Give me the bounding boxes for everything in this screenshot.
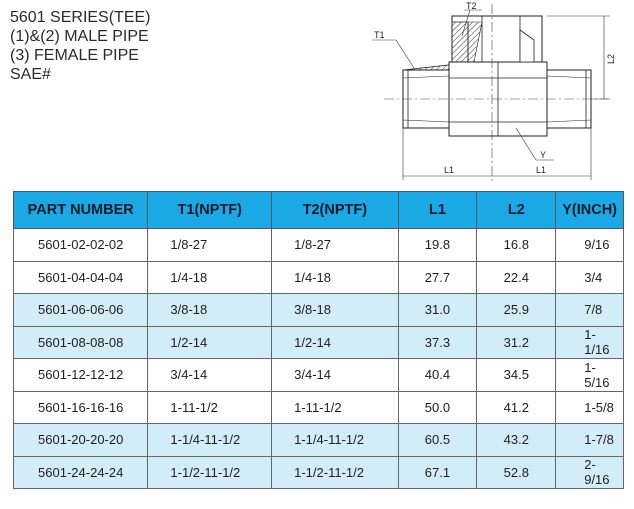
cell-part-number: 5601-16-16-16 bbox=[14, 391, 148, 424]
cell-y: 1-5/16 bbox=[556, 359, 624, 392]
cell-l1: 31.0 bbox=[398, 294, 477, 327]
table-row bbox=[14, 359, 624, 392]
label-l1-left: L1 bbox=[444, 165, 455, 175]
cell-t1: 3/8-18 bbox=[148, 294, 272, 327]
sae-note: SAE# bbox=[10, 66, 51, 83]
header-l2: L2 bbox=[477, 192, 556, 229]
table-row bbox=[14, 424, 624, 457]
cell-l1: 40.4 bbox=[398, 359, 477, 392]
cell-t1: 1-1/4-11-1/2 bbox=[148, 424, 272, 457]
cell-l1: 50.0 bbox=[398, 391, 477, 424]
label-l1-right: L1 bbox=[536, 165, 547, 175]
table-row bbox=[14, 229, 624, 262]
cell-t1: 1/8-27 bbox=[148, 229, 272, 262]
left-pipe-end bbox=[403, 65, 449, 128]
table-row bbox=[14, 294, 624, 327]
cell-t2: 3/8-18 bbox=[272, 294, 398, 327]
cell-t2: 1-1/4-11-1/2 bbox=[272, 424, 398, 457]
header-t2: T2(NPTF) bbox=[272, 192, 398, 229]
cell-y: 9/16 bbox=[556, 229, 624, 262]
series-title-block bbox=[10, 8, 151, 84]
cell-l2: 34.5 bbox=[477, 359, 556, 392]
cell-l1: 60.5 bbox=[398, 424, 477, 457]
cell-y: 3/4 bbox=[556, 261, 624, 294]
cell-part-number: 5601-20-20-20 bbox=[14, 424, 148, 457]
cell-l1: 19.8 bbox=[398, 229, 477, 262]
cell-t1: 1/2-14 bbox=[148, 326, 272, 359]
cell-y: 7/8 bbox=[556, 294, 624, 327]
label-y: Y bbox=[540, 150, 547, 160]
cell-t2: 3/4-14 bbox=[272, 359, 398, 392]
cell-t2: 1/8-27 bbox=[272, 229, 398, 262]
cell-t2: 1/2-14 bbox=[272, 326, 398, 359]
cell-l1: 37.3 bbox=[398, 326, 477, 359]
cell-y: 1-1/16 bbox=[556, 326, 624, 359]
spec-table bbox=[13, 191, 624, 489]
cell-l2: 41.2 bbox=[477, 391, 556, 424]
cell-l2: 31.2 bbox=[477, 326, 556, 359]
cell-t1: 1-11-1/2 bbox=[148, 391, 272, 424]
table-row bbox=[14, 261, 624, 294]
cell-l2: 43.2 bbox=[477, 424, 556, 457]
cell-y: 1-5/8 bbox=[556, 391, 624, 424]
cell-l2: 22.4 bbox=[477, 261, 556, 294]
cell-t2: 1/4-18 bbox=[272, 261, 398, 294]
cell-y: 2-9/16 bbox=[556, 456, 624, 489]
cell-t1: 1/4-18 bbox=[148, 261, 272, 294]
cell-part-number: 5601-02-02-02 bbox=[14, 229, 148, 262]
male-pipe-note: (1)&(2) MALE PIPE bbox=[10, 28, 149, 45]
header-y: Y(INCH) bbox=[556, 192, 624, 229]
table-row bbox=[14, 326, 624, 359]
cell-l1: 27.7 bbox=[398, 261, 477, 294]
cell-l1: 67.1 bbox=[398, 456, 477, 489]
tee-fitting-drawing bbox=[370, 0, 620, 184]
table-row bbox=[14, 391, 624, 424]
series-title: 5601 SERIES(TEE) bbox=[10, 9, 151, 26]
cell-part-number: 5601-06-06-06 bbox=[14, 294, 148, 327]
cell-part-number: 5601-04-04-04 bbox=[14, 261, 148, 294]
table-header-row bbox=[14, 192, 624, 229]
cell-l2: 16.8 bbox=[477, 229, 556, 262]
cell-t2: 1-1/2-11-1/2 bbox=[272, 456, 398, 489]
label-t2: T2 bbox=[466, 1, 477, 11]
cell-t1: 3/4-14 bbox=[148, 359, 272, 392]
cell-l2: 52.8 bbox=[477, 456, 556, 489]
female-pipe-note: (3) FEMALE PIPE bbox=[10, 47, 139, 64]
table-row bbox=[14, 456, 624, 489]
top-female-port bbox=[452, 16, 542, 62]
cell-y: 1-7/8 bbox=[556, 424, 624, 457]
cell-part-number: 5601-08-08-08 bbox=[14, 326, 148, 359]
cell-t1: 1-1/2-11-1/2 bbox=[148, 456, 272, 489]
label-l2: L2 bbox=[606, 53, 616, 64]
cell-l2: 25.9 bbox=[477, 294, 556, 327]
header-part-number: PART NUMBER bbox=[14, 192, 148, 229]
header-t1: T1(NPTF) bbox=[148, 192, 272, 229]
cell-t2: 1-11-1/2 bbox=[272, 391, 398, 424]
cell-part-number: 5601-24-24-24 bbox=[14, 456, 148, 489]
header-l1: L1 bbox=[398, 192, 477, 229]
label-t1: T1 bbox=[374, 30, 385, 40]
cell-part-number: 5601-12-12-12 bbox=[14, 359, 148, 392]
